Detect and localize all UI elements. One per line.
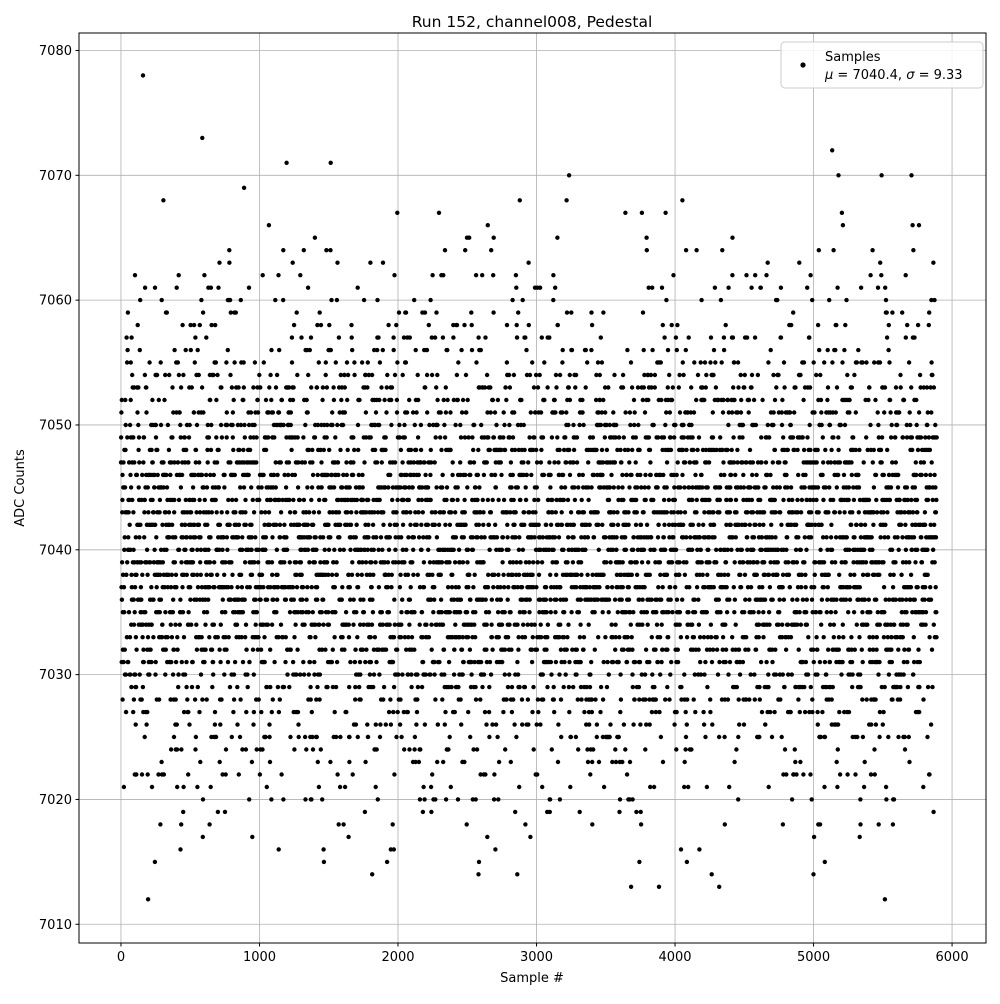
legend-marker-dot-icon	[800, 62, 805, 67]
legend-mu-value: = 7040.4,	[833, 68, 907, 83]
legend-stats-label	[824, 68, 963, 83]
x-tick-label: 0	[116, 950, 126, 965]
y-tick-label: 7040	[38, 543, 72, 559]
axis-ticks	[39, 44, 969, 965]
y-tick-label: 7030	[38, 668, 72, 684]
x-tick-label: 6000	[935, 950, 969, 965]
chart-title: Run 152, channel008, Pedestal	[411, 13, 653, 31]
y-tick-label: 7080	[38, 43, 72, 59]
y-tick-label: 7050	[38, 418, 72, 434]
x-tick-label: 5000	[797, 950, 831, 965]
x-axis-label: Sample #	[500, 971, 564, 986]
y-tick-label: 7020	[38, 792, 72, 808]
y-axis-label: ADC Counts	[13, 449, 28, 527]
y-tick-label: 7070	[38, 168, 72, 184]
x-tick-label: 4000	[658, 950, 692, 965]
legend-mu-symbol: μ	[825, 68, 834, 83]
x-tick-label: 1000	[242, 950, 277, 965]
y-tick-label: 7010	[38, 917, 72, 933]
legend-sigma-value: = 9.33	[914, 68, 963, 83]
legend-sigma-symbol: σ	[906, 68, 915, 83]
legend	[781, 42, 983, 88]
samples-scatter-points	[121, 75, 937, 899]
legend-series-label: Samples	[825, 50, 881, 65]
y-tick-label: 7060	[38, 293, 72, 309]
x-tick-label: 2000	[381, 950, 415, 965]
x-tick-label: 3000	[519, 950, 554, 965]
